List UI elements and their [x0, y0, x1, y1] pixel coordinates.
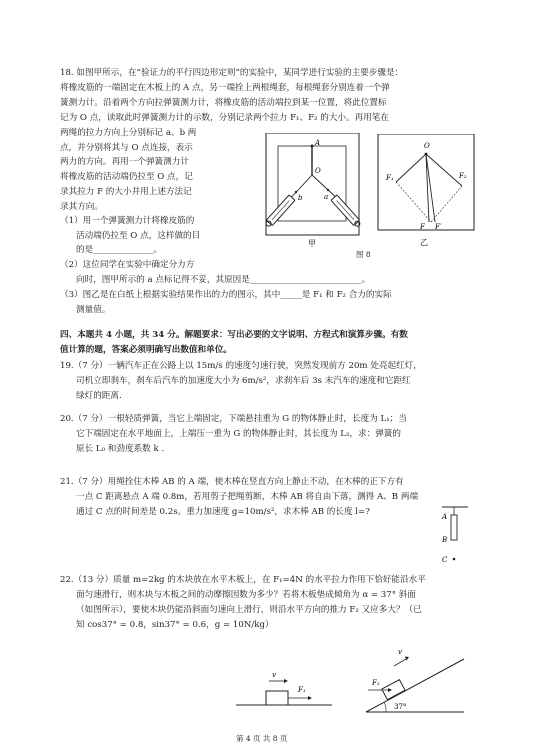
velocity-arrow-head: [405, 657, 409, 661]
force-arrow-head: [308, 696, 312, 700]
label-f2: F₂: [372, 679, 380, 687]
label-v: v: [398, 648, 402, 656]
section-4-line-2: 值计算的题，答案必须明确写出数值和单位。: [60, 345, 232, 355]
q22-line-2: 面匀速滑行，则木块与木板之间的动摩擦因数为多少？若将木板垫成倾角为 α = 37° 斜面: [76, 590, 416, 600]
label-v: v: [272, 671, 276, 679]
q18-line-7: 两力的方向。再用一个弹簧测力计: [60, 157, 189, 167]
q18-line-12: 活动端仍拉至 O 点，这样做的目: [76, 231, 201, 241]
q19-line-3: 绿灯的距离.: [76, 391, 122, 401]
figure-horizontal: [236, 668, 336, 712]
mark-a: [327, 189, 329, 191]
angle-arc: [384, 702, 386, 712]
q18-line-11: （1）用一个弹簧测力计将橡皮筋的: [60, 216, 195, 226]
block: [266, 691, 288, 705]
rod-ab: [451, 515, 457, 540]
spring-scale-left: [264, 195, 295, 228]
section-4-line-1: 四、本题共 4 小题，共 34 分。解题要求：写出必要的文字说明、方程式和演算步骤。有数: [60, 330, 408, 340]
q18-line-5: 两绳的拉力方向上分别标记 a、b 两: [60, 128, 197, 138]
dash-right: [431, 186, 462, 222]
q22-line-3: （如图所示），要使木块仍能沿斜面匀速向上滑行，则沿水平方向的推力 F₂ 又应多大？（已: [76, 605, 422, 615]
label-f: F: [420, 223, 425, 231]
q21-line-1: 21.（7 分）用绳拴住木棒 AB 的 A 端，使木棒在竖直方向上静止不动，在木棒的正下方有: [60, 477, 404, 487]
label-angle: 37°: [394, 703, 407, 711]
q18-line-17: 测量值。: [76, 305, 111, 315]
label-B: B: [442, 536, 448, 544]
figure-rod: [440, 506, 480, 564]
point-c: [453, 558, 456, 561]
label-f1: F₁: [298, 686, 306, 694]
page-footer: 第 4 页 共 8 页: [236, 734, 288, 743]
velocity-arrow: [394, 659, 406, 666]
q18-line-2: 将橡皮筋的一端固定在木板上的 A 点，另一端拴上两根绳套，每根绳套分别连着一个弹: [60, 83, 390, 93]
label-f1: F₁: [386, 174, 394, 182]
label-C: C: [442, 556, 448, 564]
pin-a: [311, 145, 314, 148]
q22-line-1: 22.（13 分）质量 m=2kg 的木块放在水平木板上，在 F₁=4N 的水平拉力作用下恰好能沿水平: [60, 575, 426, 585]
mark-b: [295, 191, 297, 193]
q20-line-1: 20.（7 分）一根轻质弹簧，当它上端固定，下端悬挂重为 G 的物体静止时，长度为 L₁；当: [60, 414, 407, 424]
q22-line-4: 知 cos37° = 0.8，sin37° = 0.6，g = 10N/kg）: [76, 620, 274, 630]
q18-line-6: 点，并分别将其与 O 点连接，表示: [60, 143, 193, 153]
label-a: a: [324, 193, 329, 201]
slope: [366, 659, 464, 712]
vector-f1: [396, 154, 426, 182]
q18-line-14: （2）这位同学在实验中确定分力方: [60, 260, 195, 270]
label-yi: 乙: [420, 238, 428, 247]
figure-incline: [364, 640, 468, 718]
q21-line-3: 通过 C 点的时间差是 0.2s。重力加速度 g=10m/s²，求木棒 AB 的长度 l=?: [76, 507, 370, 517]
label-jia: 甲: [308, 239, 316, 247]
q18-line-3: 簧测力计。沿着两个方向拉弹簧测力计，将橡皮筋的活动端拉到某一位置，将此位置标: [60, 98, 387, 108]
q18-line-15: 向时，图甲所示的 a 点标记得不妥，其原因是__________________________。: [76, 275, 371, 285]
spring-scale-right: [331, 195, 362, 228]
label-A: A: [442, 513, 448, 521]
q18-line-9: 录其拉力 F 的大小并用上述方法记: [60, 187, 192, 197]
q18-line-4: 记为 O 点，读取此时弹簧测力计的示数，分别记录两个拉力 F₁、F₂ 的大小。再用笔在: [60, 113, 389, 123]
figure-yi: [377, 134, 477, 248]
q20-line-2: 它下端固定在水平地面上，上端压一重为 G 的物体静止时，其长度为 L₂，求：弹簧的: [76, 429, 401, 439]
label-o: O: [424, 142, 430, 150]
q18-line-8: 将橡皮筋的活动端仍拉至 O 点，记: [60, 172, 193, 182]
q19-line-1: 19.（7 分）一辆汽车正在公路上以 15m/s 的速度匀速行驶，突然发现前方 20m 处亮起红灯，: [60, 361, 422, 371]
label-O: O: [315, 167, 321, 175]
q20-line-3: 原长 L₀ 和劲度系数 k .: [76, 444, 165, 454]
figure-caption: 图 8: [356, 250, 371, 259]
q21-line-2: 一点 C 距离悬点 A 端 0.8m，若用剪子把绳剪断，木棒 AB 将自由下落，测得 A、B 两端: [76, 492, 419, 502]
q19-line-2: 司机立即刹车，刹车后汽车的加速度大小为 6m/s²，求刹车后 3s 末汽车的速度和它距红: [76, 376, 411, 386]
q18-line-10: 录其方向。: [60, 202, 103, 212]
vector-f2: [426, 154, 462, 186]
label-fp: F′: [435, 223, 442, 231]
label-f2: F₂: [459, 172, 467, 180]
dash-left: [396, 182, 431, 222]
q18-line-13: 的是______________。: [76, 245, 162, 255]
label-b: b: [298, 194, 303, 202]
label-A: A: [315, 139, 321, 147]
q18-line-16: （3）图乙是在白纸上根据实验结果作出的力的图示，其中_____是 F₁ 和 F₂ 合力的实际: [60, 290, 392, 300]
velocity-arrow-head: [284, 679, 288, 683]
q18-line-1: 18. 如图甲所示，在“验证力的平行四边形定则”的实验中，某同学进行实验的主要步骤是：: [60, 68, 404, 78]
figure-jia: [258, 133, 366, 247]
